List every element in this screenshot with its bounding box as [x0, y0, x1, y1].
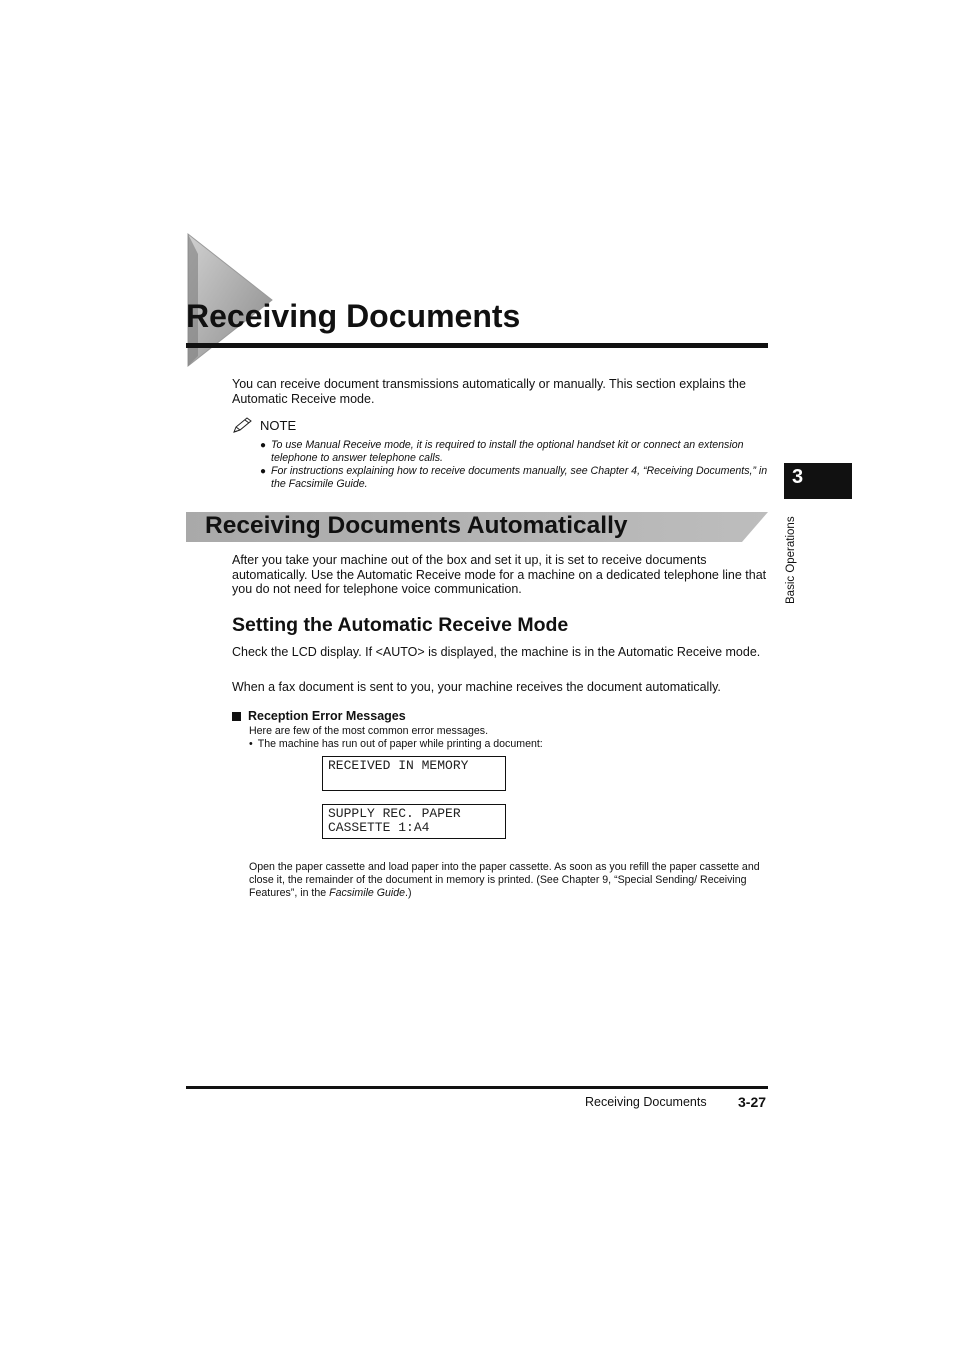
lcd-display-supply-paper: [322, 804, 506, 839]
chapter-number: 3: [792, 466, 804, 488]
note-bullet: ●: [260, 440, 267, 451]
error-bullet: [249, 738, 543, 751]
lcd-line: CASSETTE 1:A4: [328, 820, 430, 835]
section-title: Receiving Documents Automatically: [205, 512, 628, 539]
note-label: NOTE: [260, 417, 297, 433]
note-bullet: ●: [260, 466, 267, 477]
facsimile-guide-ref: Facsimile Guide: [329, 886, 406, 899]
error-messages-heading: [232, 709, 406, 723]
error-intro: Here are few of the most common error messages.: [249, 725, 489, 737]
lcd-line: SUPPLY REC. PAPER: [328, 806, 461, 821]
subsection-title: Setting the Automatic Receive Mode: [232, 614, 569, 636]
footer-rule: [186, 1086, 768, 1089]
bullet-mark: •: [249, 738, 253, 750]
note-item-text: To use Manual Receive mode, it is required to install the optional handset kit or connect an extension telephone to answer telephone calls.: [271, 439, 744, 464]
pencil-icon: [232, 416, 254, 434]
page-number: 3-27: [738, 1094, 767, 1110]
chapter-tab-label: Basic Operations: [785, 516, 797, 604]
title-rule: [186, 343, 768, 348]
note-list: [258, 439, 770, 491]
refill-text: Open the paper cassette and load paper into the paper cassette. As soon as you refill the paper cassette and close it, the remainder of the document in memory is printed. (See Chapter 9, “Special Sending/ Receiving Features”, in the: [249, 860, 760, 899]
lcd-display-received: [322, 756, 506, 791]
footer-title: Receiving Documents: [585, 1095, 707, 1109]
note-item: [258, 465, 770, 491]
fax-receive-paragraph: When a fax document is sent to you, your machine receives the document automatically.: [232, 680, 721, 694]
square-bullet-icon: [232, 712, 241, 721]
error-messages-heading-text: Reception Error Messages: [248, 709, 406, 723]
error-bullet-text: The machine has run out of paper while printing a document:: [257, 738, 543, 750]
refill-text-end: .): [405, 886, 412, 899]
note-item-text: For instructions explaining how to receive documents manually, see Chapter 4, “Receiving Documents,” in the Facsimile Guide.: [271, 465, 768, 490]
intro-paragraph: You can receive document transmissions automatically or manually. This section explains the Automatic Receive mode.: [232, 377, 746, 406]
section-paragraph: After you take your machine out of the box and set it up, it is set to receive documents automatically. Use the Automatic Receive mode for a machine on a dedicated telephone line that you do not need for telephone voice communication.: [232, 553, 767, 596]
note-item: [258, 439, 770, 465]
page-title: Receiving Documents: [186, 298, 521, 334]
note-header: [232, 416, 296, 434]
lcd-line: RECEIVED IN MEMORY: [328, 758, 469, 773]
refill-paragraph: [249, 861, 769, 900]
chapter-tab: [784, 463, 852, 499]
lcd-check-paragraph: Check the LCD display. If <AUTO> is displayed, the machine is in the Automatic Receive mode.: [232, 645, 761, 659]
